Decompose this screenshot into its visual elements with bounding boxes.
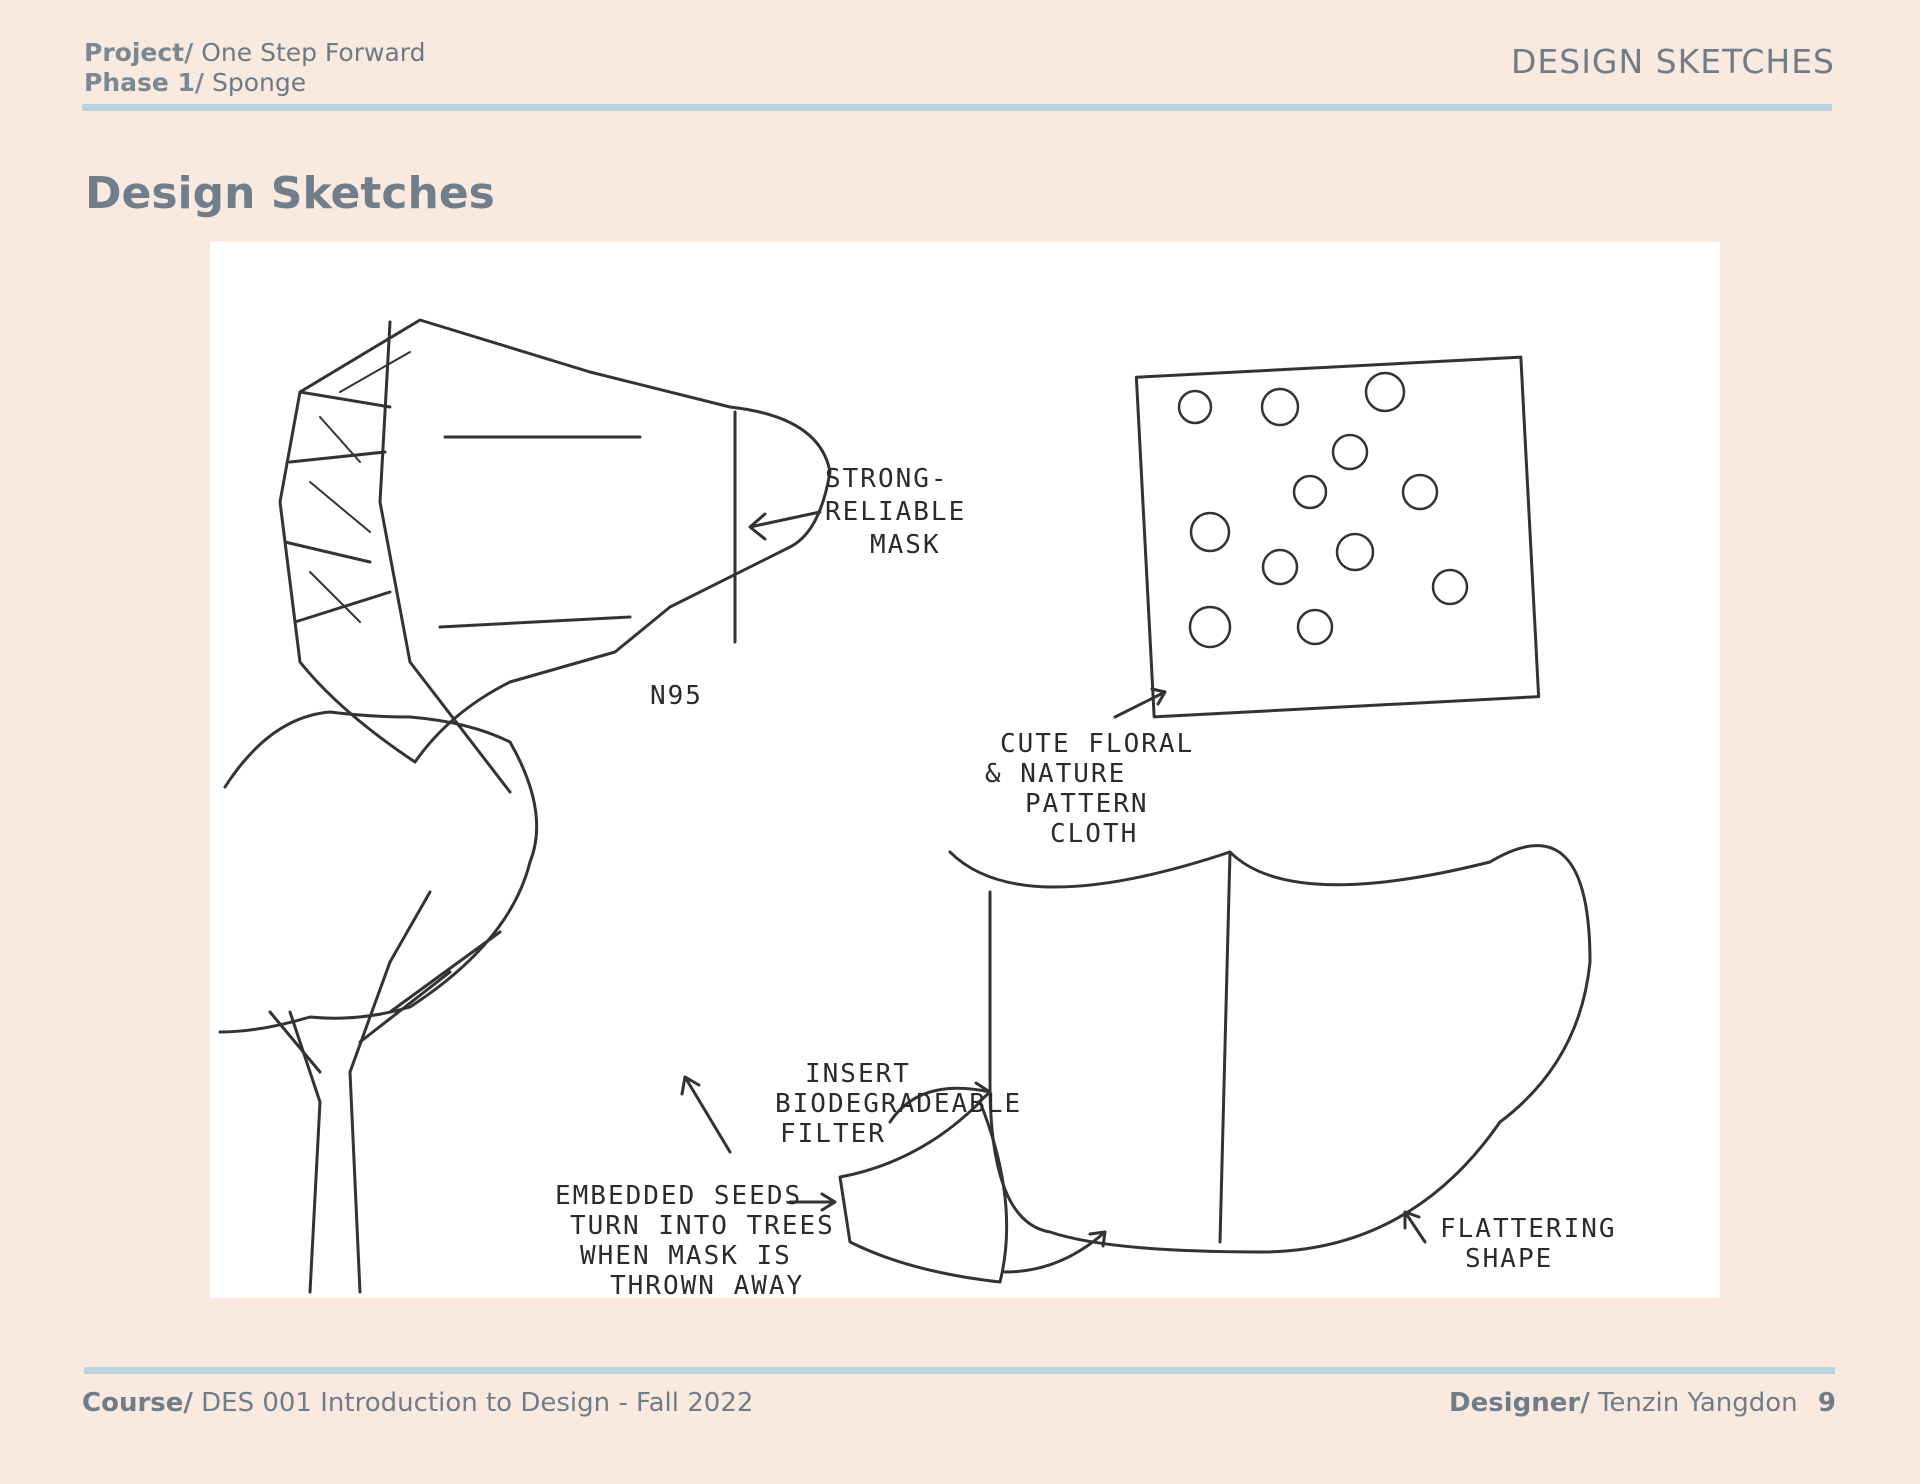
footer-divider bbox=[84, 1367, 1835, 1374]
project-key: Project/ bbox=[84, 38, 194, 67]
cloth-mask-sketch bbox=[950, 846, 1590, 1252]
label-floral-1: CUTE FLORAL bbox=[1000, 729, 1195, 759]
label-filter-1: INSERT bbox=[805, 1059, 911, 1089]
label-floral-3: PATTERN bbox=[1025, 789, 1149, 819]
tree-sketch bbox=[220, 712, 537, 1032]
design-sketch-image bbox=[210, 242, 1720, 1298]
footer-designer bbox=[1449, 1388, 1836, 1418]
floral-cloth-sketch bbox=[1136, 357, 1538, 717]
label-seeds-1: EMBEDDED SEEDS bbox=[555, 1181, 803, 1211]
label-seeds-4: THROWN AWAY bbox=[610, 1271, 805, 1298]
header-meta bbox=[84, 38, 425, 98]
footer-course bbox=[82, 1388, 753, 1418]
phase-line bbox=[84, 68, 425, 98]
label-n95: N95 bbox=[650, 681, 703, 711]
label-shape-2: SHAPE bbox=[1465, 1244, 1554, 1274]
label-seeds-2: TURN INTO TREES bbox=[570, 1211, 835, 1241]
label-filter-3: FILTER bbox=[780, 1119, 886, 1149]
project-value: One Step Forward bbox=[201, 38, 426, 67]
label-seeds-3: WHEN MASK IS bbox=[580, 1241, 792, 1271]
course-value: DES 001 Introduction to Design - Fall 2022 bbox=[201, 1388, 754, 1418]
label-floral-4: CLOTH bbox=[1050, 819, 1139, 849]
label-strong-1: STRONG- bbox=[825, 464, 949, 494]
header-divider bbox=[82, 104, 1832, 111]
label-filter-2: BIODEGRADEABLE bbox=[775, 1089, 1023, 1119]
page-number: 9 bbox=[1817, 1388, 1836, 1418]
course-key: Course/ bbox=[82, 1388, 193, 1418]
label-shape-1: FLATTERING bbox=[1440, 1214, 1617, 1244]
designer-value: Tenzin Yangdon bbox=[1597, 1388, 1798, 1418]
phase-key: Phase 1/ bbox=[84, 68, 205, 97]
n95-mask-sketch bbox=[280, 320, 830, 762]
page-title: Design Sketches bbox=[85, 168, 495, 219]
label-strong-3: MASK bbox=[870, 530, 941, 560]
sketch-drawing bbox=[210, 242, 1720, 1298]
project-line bbox=[84, 38, 425, 68]
designer-key: Designer/ bbox=[1449, 1388, 1590, 1418]
label-floral-2: & NATURE bbox=[985, 759, 1127, 789]
label-strong-2: RELIABLE bbox=[825, 497, 967, 527]
section-heading: DESIGN SKETCHES bbox=[1510, 42, 1835, 81]
phase-value: Sponge bbox=[212, 68, 307, 97]
